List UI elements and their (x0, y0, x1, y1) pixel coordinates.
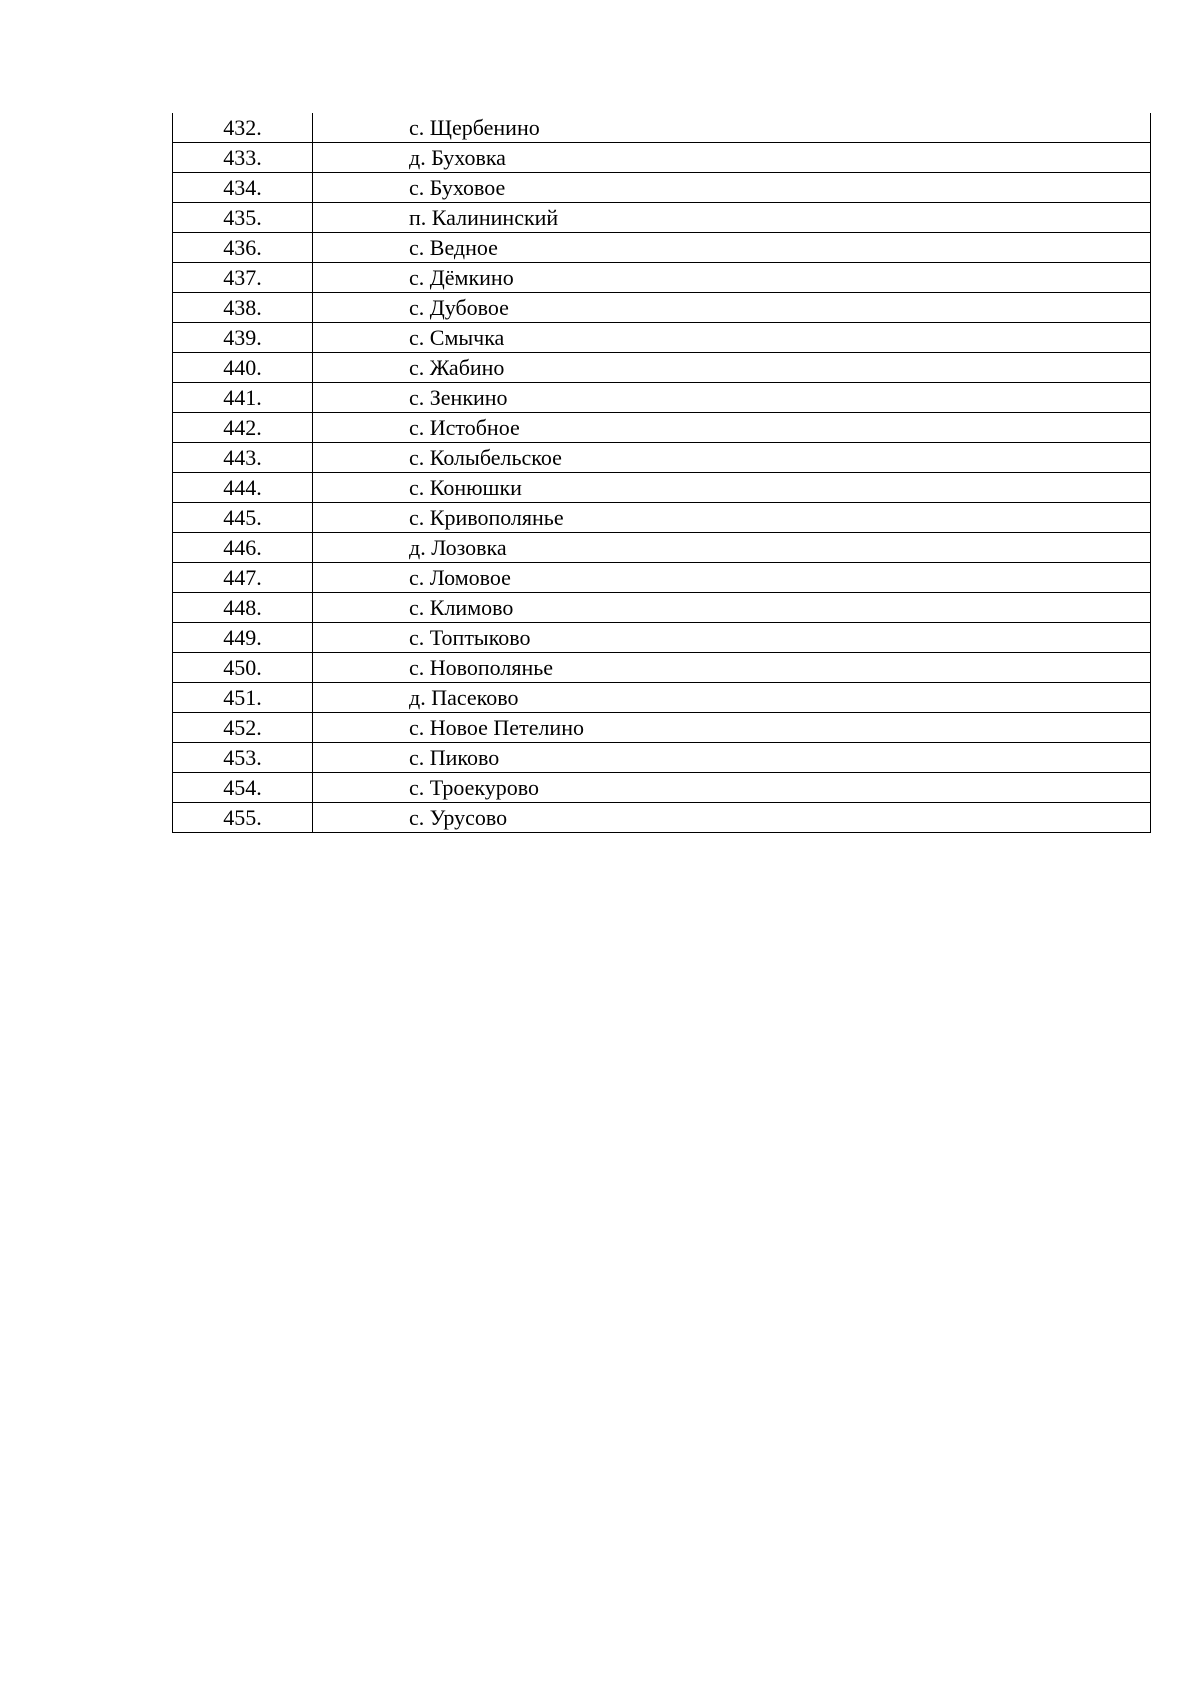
settlement-name: с. Троекурово (313, 773, 1151, 803)
settlement-name: с. Климово (313, 593, 1151, 623)
settlement-name: с. Дёмкино (313, 263, 1151, 293)
settlement-name: с. Зенкино (313, 383, 1151, 413)
row-number: 435. (173, 203, 313, 233)
settlement-name: с. Буховое (313, 173, 1151, 203)
row-number: 437. (173, 263, 313, 293)
row-number: 446. (173, 533, 313, 563)
table-row (173, 293, 1151, 323)
row-number: 451. (173, 683, 313, 713)
settlement-name: с. Щербенино (313, 113, 1151, 143)
settlement-name: с. Истобное (313, 413, 1151, 443)
table-row (173, 113, 1151, 143)
row-number: 436. (173, 233, 313, 263)
row-number: 443. (173, 443, 313, 473)
table-row (173, 503, 1151, 533)
row-number: 453. (173, 743, 313, 773)
settlement-name: с. Топтыково (313, 623, 1151, 653)
row-number: 447. (173, 563, 313, 593)
table-row (173, 563, 1151, 593)
table-row (173, 683, 1151, 713)
table-row (173, 473, 1151, 503)
table-row (173, 413, 1151, 443)
table-row (173, 533, 1151, 563)
row-number: 448. (173, 593, 313, 623)
settlement-name: с. Конюшки (313, 473, 1151, 503)
table-row (173, 323, 1151, 353)
table-row (173, 233, 1151, 263)
row-number: 452. (173, 713, 313, 743)
table-row (173, 383, 1151, 413)
table-row (173, 143, 1151, 173)
row-number: 434. (173, 173, 313, 203)
settlement-name: с. Пиково (313, 743, 1151, 773)
settlement-name: д. Пасеково (313, 683, 1151, 713)
table-row (173, 773, 1151, 803)
table-row (173, 173, 1151, 203)
table-row (173, 353, 1151, 383)
row-number: 433. (173, 143, 313, 173)
row-number: 432. (173, 113, 313, 143)
settlement-name: с. Кривополянье (313, 503, 1151, 533)
table-row (173, 653, 1151, 683)
settlement-name: с. Смычка (313, 323, 1151, 353)
settlement-name: с. Колыбельское (313, 443, 1151, 473)
row-number: 454. (173, 773, 313, 803)
row-number: 440. (173, 353, 313, 383)
table-row (173, 443, 1151, 473)
row-number: 439. (173, 323, 313, 353)
row-number: 445. (173, 503, 313, 533)
settlement-name: с. Новополянье (313, 653, 1151, 683)
row-number: 441. (173, 383, 313, 413)
table-row (173, 713, 1151, 743)
row-number: 444. (173, 473, 313, 503)
settlement-name: с. Ломовое (313, 563, 1151, 593)
row-number: 442. (173, 413, 313, 443)
table-row (173, 803, 1151, 833)
settlement-name: с. Ведное (313, 233, 1151, 263)
table-row (173, 593, 1151, 623)
row-number: 450. (173, 653, 313, 683)
settlements-table-body (173, 113, 1151, 833)
settlement-name: д. Лозовка (313, 533, 1151, 563)
row-number: 455. (173, 803, 313, 833)
table-row (173, 263, 1151, 293)
table-row (173, 743, 1151, 773)
settlement-name: с. Новое Петелино (313, 713, 1151, 743)
settlements-table (172, 113, 1151, 833)
row-number: 438. (173, 293, 313, 323)
table-row (173, 623, 1151, 653)
row-number: 449. (173, 623, 313, 653)
settlement-name: п. Калининский (313, 203, 1151, 233)
settlement-name: с. Урусово (313, 803, 1151, 833)
table-row (173, 203, 1151, 233)
settlement-name: с. Жабино (313, 353, 1151, 383)
settlement-name: д. Буховка (313, 143, 1151, 173)
settlement-name: с. Дубовое (313, 293, 1151, 323)
